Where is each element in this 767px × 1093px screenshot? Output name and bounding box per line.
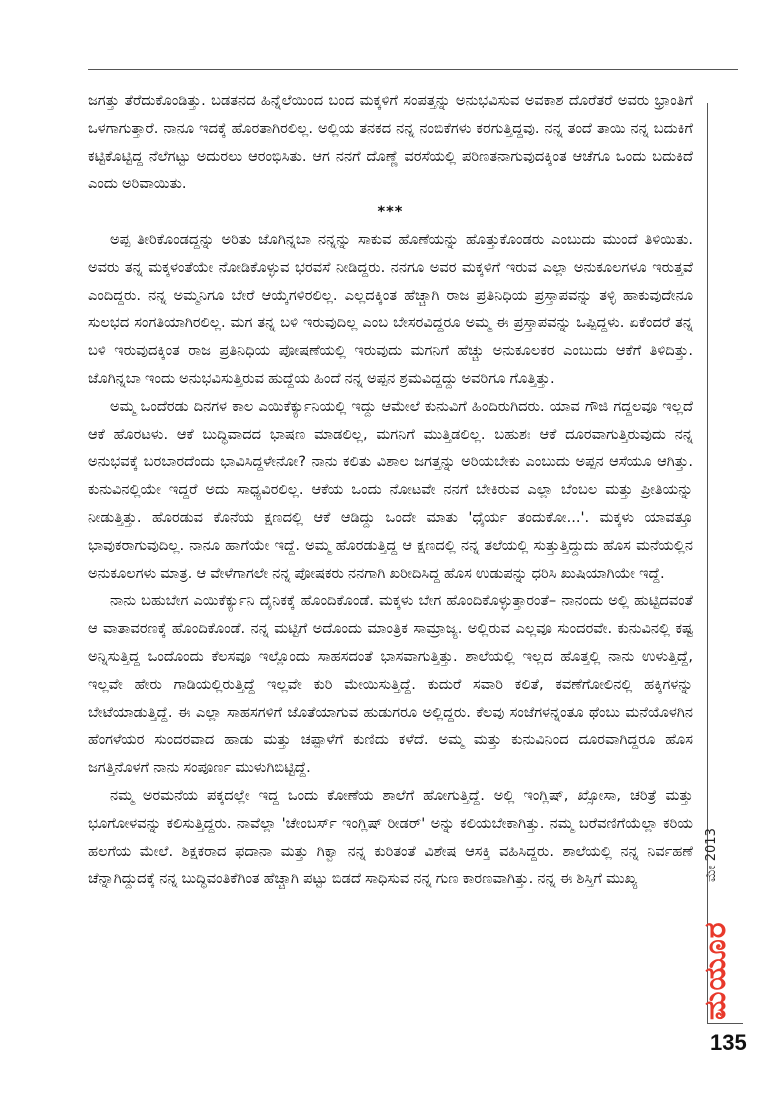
page-number: 135 bbox=[710, 1030, 747, 1055]
paragraph-1: ಜಗತ್ತು ತೆರೆದುಕೊಂಡಿತ್ತು. ಬಡತನದ ಹಿನ್ನೆಲೆಯಿಂದ ಬಂದ ಮಕ್ಕಳಿಗೆ ಸಂಪತ್ತನ್ನು ಅನುಭವಿಸುವ ಅವಕಾಶ ದೊರೆತರೆ ಅವರು ಭ್ರಾಂತಿಗೆ ಒಳಗಾಗುತ್ತಾರೆ. ನಾನೂ ಇದಕ್ಕೆ ಹೊರತಾಗಿರಲಿಲ್ಲ. ಅಲ್ಲಿಯ ತನಕದ ನನ್ನ ನಂಬಿಕೆಗಳು ಕರಗುತ್ತಿದ್ದವು. ನನ್ನ ತಂದೆ ತಾಯಿ ನನ್ನ ಬದುಕಿಗೆ ಕಟ್ಟಿಕೊಟ್ಟಿದ್ದ ನೆಲೆಗಟ್ಟು ಅದುರಲು ಆರಂಭಿಸಿತು. ಆಗ ನನಗೆ ದೊಣ್ಣೆ ವರಸೆಯಲ್ಲಿ ಪರಿಣತನಾಗುವುದಕ್ಕಿಂತ ಆಚೆಗೂ ಒಂದು ಬದುಕಿದೆ ಎಂದು ಅರಿವಾಯಿತು. bbox=[88, 92, 693, 193]
bottom-rule bbox=[707, 1023, 743, 1024]
paragraph-4: ನಾನು ಬಹುಬೇಗ ಎಯಿಕೆರ್ಕ್ಯುನಿ ದೈನಿಕಕ್ಕೆ ಹೊಂದಿಕೊಂಡೆ. ಮಕ್ಕಳು ಬೇಗ ಹೊಂದಿಕೊಳ್ಳುತ್ತಾರಂತೆ– ನಾನಂದು ಅಲ್ಲಿ ಹುಟ್ಟಿದವಂತೆ ಆ ವಾತಾವರಣಕ್ಕೆ ಹೊಂದಿಕೊಂಡೆ. ನನ್ನ ಮಟ್ಟಿಗೆ ಅದೊಂದು ಮಾಂತ್ರಿಕ ಸಾಮ್ರಾಜ್ಯ. ಅಲ್ಲಿರುವ ಎಲ್ಲವೂ ಸುಂದರವೇ. ಕುನುವಿನಲ್ಲಿ ಕಷ್ಟ ಅನ್ನಿಸುತ್ತಿದ್ದ ಒಂದೊಂದು ಕೆಲಸವೂ ಇಲ್ಲೊಂದು ಸಾಹಸದಂತೆ ಭಾಸವಾಗುತ್ತಿತ್ತು. ಶಾಲೆಯಲ್ಲಿ ಇಲ್ಲದ ಹೊತ್ತಲ್ಲಿ ನಾನು ಉಳುತ್ತಿದ್ದೆ, ಇಲ್ಲವೇ ಹೇರು ಗಾಡಿಯಲ್ಲಿರುತ್ತಿದ್ದೆ ಇಲ್ಲವೇ ಕುರಿ ಮೇಯಿಸುತ್ತಿದ್ದೆ. ಕುದುರೆ ಸವಾರಿ ಕಲಿತೆ, ಕವಣೆಗೋಲಿನಲ್ಲಿ ಹಕ್ಕಿಗಳನ್ನು ಬೇಟೆಯಾಡುತ್ತಿದ್ದೆ. ಈ ಎಲ್ಲಾ ಸಾಹಸಗಳಿಗೆ ಜೊತೆಯಾಗುವ ಹುಡುಗರೂ ಅಲ್ಲಿದ್ದರು. ಕೆಲವು ಸಂಜೆಗಳನ್ನಂತೂ ಥೆಂಬು ಮನೆಯೊಳಗಿನ ಹೆಂಗಳೆಯರ ಸುಂದರವಾದ ಹಾಡು ಮತ್ತು ಚಪ್ಪಾಳೆಗೆ ಕುಣಿದು ಕಳೆದೆ. ಅಮ್ಮ ಮತ್ತು ಕುನುವಿನಿಂದ ದೂರವಾಗಿದ್ದರೂ ಹೊಸ ಜಗತ್ತಿನೊಳಗೆ ನಾನು ಸಂಪೂರ್ಣ ಮುಳುಗಿಬಿಟ್ಟಿದ್ದೆ. bbox=[88, 592, 693, 777]
paragraph-2: ಅಪ್ಪ ತೀರಿಕೊಂಡದ್ದನ್ನು ಅರಿತು ಜೊಗಿನ್ನಬಾ ನನ್ನನ್ನು ಸಾಕುವ ಹೊಣೆಯನ್ನು ಹೊತ್ತುಕೊಂಡರು ಎಂಬುದು ಮುಂದೆ ತಿಳಿಯಿತು. ಅವರು ತನ್ನ ಮಕ್ಕಳಂತೆಯೇ ನೋಡಿಕೊಳ್ಳುವ ಭರವಸೆ ನೀಡಿದ್ದರು. ನನಗೂ ಅವರ ಮಕ್ಕಳಿಗೆ ಇರುವ ಎಲ್ಲಾ ಅನುಕೂಲಗಳೂ ಇರುತ್ತವೆ ಎಂದಿದ್ದರು. ನನ್ನ ಅಮ್ಮನಿಗೂ ಬೇರೆ ಆಯ್ಕೆಗಳಿರಲಿಲ್ಲ. ಎಲ್ಲದಕ್ಕಿಂತ ಹೆಚ್ಚಾಗಿ ರಾಜ ಪ್ರತಿನಿಧಿಯ ಪ್ರಸ್ತಾಪವನ್ನು ತಳ್ಳಿ ಹಾಕುವುದೇನೂ ಸುಲಭದ ಸಂಗತಿಯಾಗಿರಲಿಲ್ಲ. ಮಗ ತನ್ನ ಬಳಿ ಇರುವುದಿಲ್ಲ ಎಂಬ ಬೇಸರವಿದ್ದರೂ ಅಮ್ಮ ಈ ಪ್ರಸ್ತಾಪವನ್ನು ಒಪ್ಪಿದ್ದಳು. ಏಕೆಂದರೆ ತನ್ನ ಬಳಿ ಇರುವುದಕ್ಕಿಂತ ರಾಜ ಪ್ರತಿನಿಧಿಯ ಪೋಷಣೆಯಲ್ಲಿ ಇರುವುದು ಮಗನಿಗೆ ಹೆಚ್ಚು ಅನುಕೂಲಕರ ಎಂಬುದು ಆಕೆಗೆ ತಿಳಿದಿತ್ತು. ಜೊಗಿನ್ನಬಾ ಇಂದು ಅನುಭವಿಸುತ್ತಿರುವ ಹುದ್ದೆಯ ಹಿಂದೆ ನನ್ನ ಅಪ್ಪನ ಶ್ರಮವಿದ್ದದ್ದು ಅವರಿಗೂ ಗೊತ್ತಿತ್ತು. bbox=[88, 230, 693, 387]
top-rule bbox=[88, 69, 738, 70]
paragraph-3: ಅಮ್ಮ ಒಂದೆರಡು ದಿನಗಳ ಕಾಲ ಎಯಿಕೆರ್ಕ್ಯುನಿಯಲ್ಲಿ ಇದ್ದು ಆಮೇಲೆ ಕುನುವಿಗೆ ಹಿಂದಿರುಗಿದರು. ಯಾವ ಗೌಜಿ ಗದ್ದಲವೂ ಇಲ್ಲದೆ ಆಕೆ ಹೊರಟಳು. ಆಕೆ ಬುದ್ಧಿವಾದದ ಭಾಷಣ ಮಾಡಲಿಲ್ಲ, ಮಗನಿಗೆ ಮುತ್ತಿಡಲಿಲ್ಲ. ಬಹುಶಃ ಆಕೆ ದೂರವಾಗುತ್ತಿರುವುದು ನನ್ನ ಅನುಭವಕ್ಕೆ ಬರಬಾರದೆಂದು ಭಾವಿಸಿದ್ದಳೇನೋ? ನಾನು ಕಲಿತು ವಿಶಾಲ ಜಗತ್ತನ್ನು ಅರಿಯಬೇಕು ಎಂಬುದು ಅಪ್ಪನ ಆಸೆಯೂ ಆಗಿತ್ತು. ಕುನುವಿನಲ್ಲಿಯೇ ಇದ್ದರೆ ಅದು ಸಾಧ್ಯವಿರಲಿಲ್ಲ. ಆಕೆಯ ಒಂದು ನೋಟವೇ ನನಗೆ ಬೇಕಿರುವ ಎಲ್ಲಾ ಬೆಂಬಲ ಮತ್ತು ಪ್ರೀತಿಯನ್ನು ನೀಡುತ್ತಿತ್ತು. ಹೊರಡುವ ಕೊನೆಯ ಕ್ಷಣದಲ್ಲಿ ಆಕೆ ಆಡಿದ್ದು ಒಂದೇ ಮಾತು 'ಧೈರ್ಯ ತಂದುಕೋ...'. ಮಕ್ಕಳು ಯಾವತ್ತೂ ಭಾವುಕರಾಗುವುದಿಲ್ಲ. ನಾನೂ ಹಾಗೆಯೇ ಇದ್ದೆ. ಅಮ್ಮ ಹೊರಡುತ್ತಿದ್ದ ಆ ಕ್ಷಣದಲ್ಲಿ ನನ್ನ ತಲೆಯಲ್ಲಿ ಸುತ್ತುತ್ತಿದ್ದುದು ಹೊಸ ಮನೆಯಲ್ಲಿನ ಅನುಕೂಲಗಳು ಮಾತ್ರ. ಆ ವೇಳೆಗಾಗಲೇ ನನ್ನ ಪೋಷಕರು ನನಗಾಗಿ ಖರೀದಿಸಿದ್ದ ಹೊಸ ಉಡುಪನ್ನು ಧರಿಸಿ ಖುಷಿಯಾಗಿಯೇ ಇದ್ದೆ. bbox=[88, 397, 693, 582]
issue-date: ಮೇ 2013 bbox=[704, 828, 719, 882]
section-separator: *** bbox=[377, 203, 404, 221]
paragraph-5: ನಮ್ಮ ಅರಮನೆಯ ಪಕ್ಕದಲ್ಲೇ ಇದ್ದ ಒಂದು ಕೋಣೆಯ ಶಾಲೆಗೆ ಹೋಗುತ್ತಿದ್ದೆ. ಅಲ್ಲಿ ಇಂಗ್ಲಿಷ್, ಖ್ಸೋಸಾ, ಚರಿತ್ರೆ ಮತ್ತು ಭೂಗೋಳವನ್ನು ಕಲಿಸುತ್ತಿದ್ದರು. ನಾವೆಲ್ಲಾ 'ಚೇಂಬರ್ಸ್ ಇಂಗ್ಲಿಷ್ ರೀಡರ್' ಅನ್ನು ಕಲಿಯಬೇಕಾಗಿತ್ತು. ನಮ್ಮ ಬರೆವಣಿಗೆಯೆಲ್ಲಾ ಕರಿಯ ಹಲಗೆಯ ಮೇಲೆ. ಶಿಕ್ಷಕರಾದ ಫದಾನಾ ಮತ್ತು ಗಿಕ್ವಾ ನನ್ನ ಕುರಿತಂತೆ ವಿಶೇಷ ಆಸಕ್ತಿ ವಹಿಸಿದ್ದರು. ಶಾಲೆಯಲ್ಲಿ ನನ್ನ ನಿರ್ವಹಣೆ ಚೆನ್ನಾಗಿದ್ದುದಕ್ಕೆ ನನ್ನ ಬುದ್ಧಿವಂತಿಕೆಗಿಂತ ಹೆಚ್ಚಾಗಿ ಪಟ್ಟು ಬಿಡದೆ ಸಾಧಿಸುವ ನನ್ನ ಗುಣ ಕಾರಣವಾಗಿತ್ತು. ನನ್ನ ಈ ಶಿಸ್ತಿಗೆ ಮುಖ್ಯ bbox=[88, 786, 693, 888]
magazine-name: ಮಯೂರ bbox=[698, 921, 733, 1020]
magazine-masthead bbox=[698, 800, 738, 1025]
article-body bbox=[88, 87, 693, 893]
